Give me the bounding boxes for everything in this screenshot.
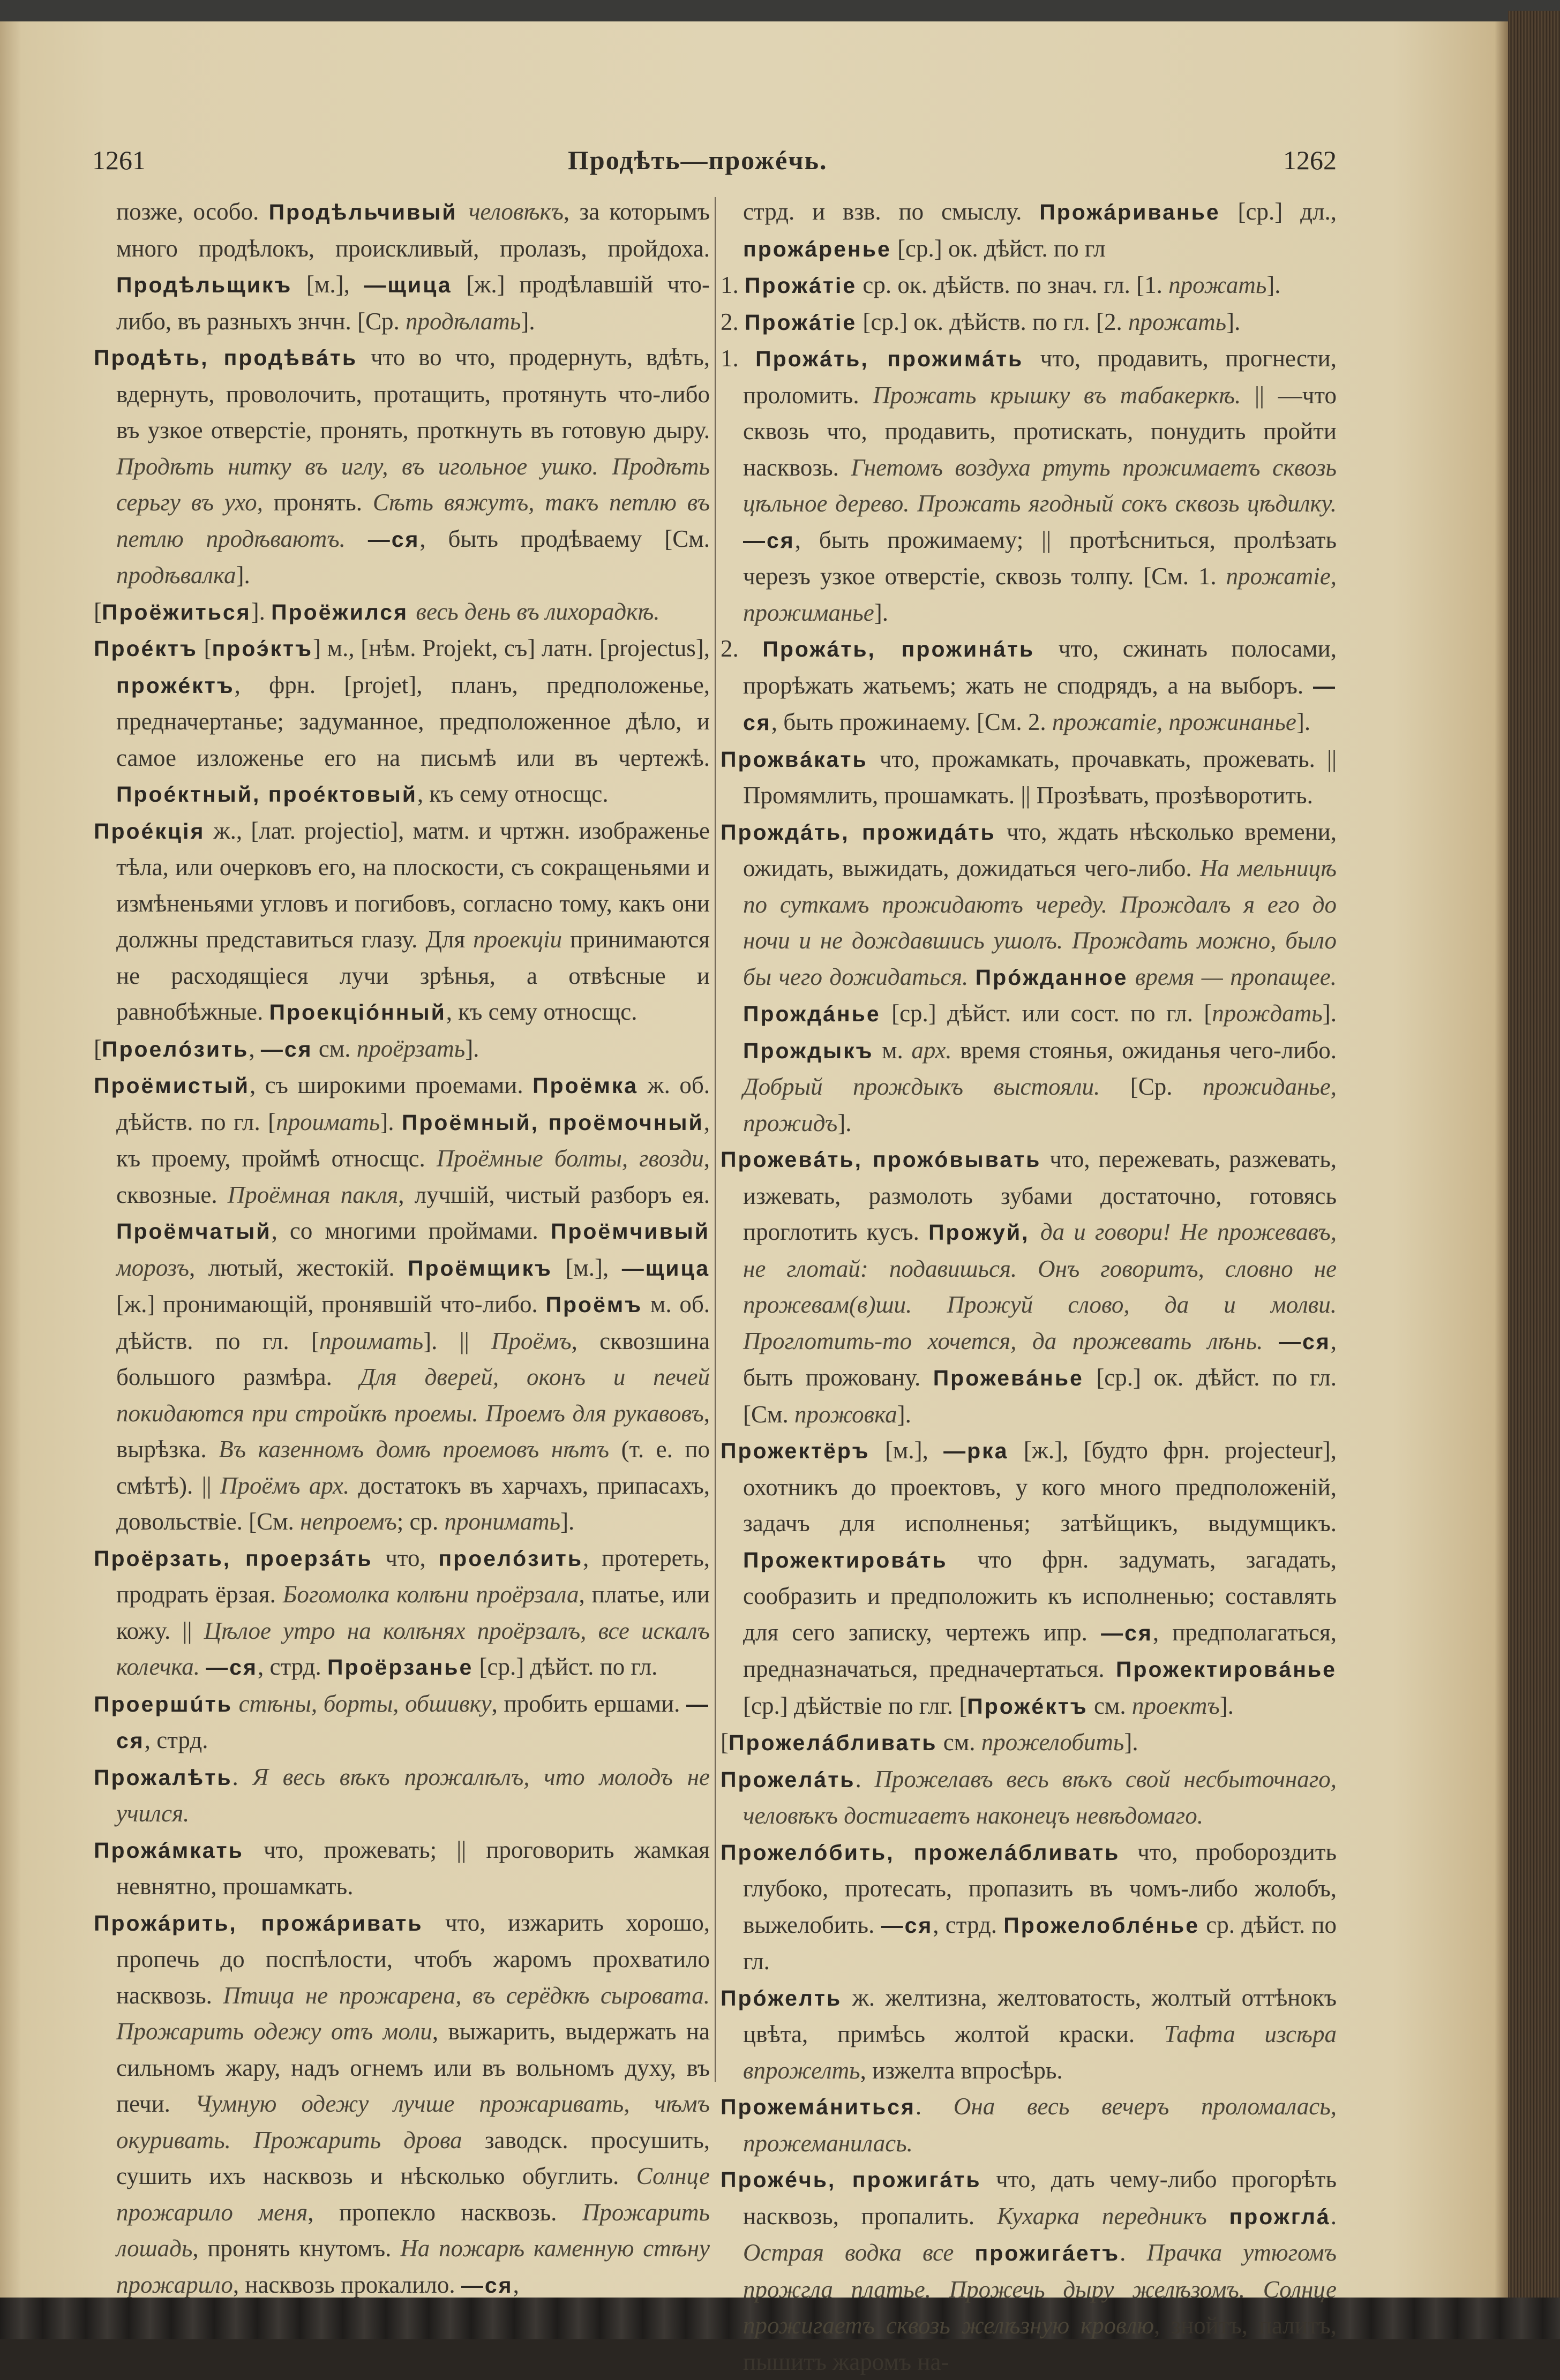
definition-text: , къ сему относщс. bbox=[446, 998, 638, 1025]
definition-text: [ж.], [будто фрн. projecteur], охотникъ до проектовъ, у кого много предположеній, задачъ для исполненья; затѣйщикъ, выдумщикъ. bbox=[743, 1437, 1337, 1537]
headword: —ся bbox=[743, 673, 1337, 735]
headword: прожглá bbox=[1229, 2204, 1331, 2229]
dictionary-entry bbox=[721, 1761, 1337, 1834]
example-text: морозъ bbox=[116, 1254, 189, 1281]
headword: Прожáрить, прожáривать bbox=[94, 1910, 423, 1935]
definition-text: || —что сквозь что, продавить, протискать, понудить пройти насквозь. bbox=[743, 381, 1337, 481]
definition-text: ]. bbox=[874, 599, 888, 626]
definition-text bbox=[1128, 963, 1135, 990]
left-column bbox=[94, 194, 710, 2303]
dictionary-entry bbox=[721, 1980, 1337, 2089]
definition-text: , быть прожимаему; || протѣсниться, пролѣзать черезъ узкое отверстіе, сквозь толпу. [См. 1. bbox=[743, 526, 1337, 590]
dictionary-entry bbox=[721, 267, 1337, 304]
example-text: да и говори! Не прожевавъ, не глотай: подавишься. Онъ говоритъ, словно не прожевам(в)ши. Прожуй слово, да и молви. Проглотить-то хочется, да прожевать лѣнь. bbox=[743, 1218, 1337, 1354]
definition-text: , лучшій, чистый разборъ ея. bbox=[398, 1181, 710, 1208]
dictionary-entry bbox=[721, 2161, 1337, 2380]
dictionary-entry bbox=[94, 1540, 710, 1686]
example-text: Птица не прожарена, въ серёдкѣ сыровата. Прожарить одежу отъ моли bbox=[116, 1982, 710, 2045]
definition-text: ]. bbox=[560, 1508, 575, 1535]
definition-text: ]. bbox=[1322, 1000, 1337, 1027]
headword: —щица bbox=[364, 273, 452, 297]
example-text: прожать bbox=[1168, 272, 1267, 298]
example-text: Проёмъ bbox=[491, 1327, 572, 1354]
definition-text: что во что, продернуть, вдѣть, вдернуть, проволочить, протащить, протянуть что-либо въ узкое отверстіе, пронять, проткнуть въ готовую дыру. bbox=[116, 344, 710, 443]
definition-text: [ bbox=[721, 1729, 729, 1756]
headword: Проелóзить bbox=[102, 1036, 249, 1061]
headword: Прождыкъ bbox=[743, 1038, 874, 1063]
example-text: Острая водка все bbox=[743, 2239, 954, 2266]
example-text: прожелобить bbox=[981, 1729, 1124, 1756]
headword: Прожуй, bbox=[928, 1220, 1040, 1245]
headword: Прожéчь, прожигáть bbox=[721, 2167, 981, 2192]
definition-text bbox=[1207, 2203, 1229, 2230]
book-page-edges bbox=[1508, 11, 1560, 2308]
definition-text: [Ср. bbox=[1100, 1073, 1203, 1100]
headword: Проёмщикъ bbox=[408, 1255, 552, 1281]
headword: Прожевáть, прожóвывать bbox=[721, 1147, 1041, 1172]
example-text: Гнетомъ воздуха ртуть прожимаетъ сквозь цѣльное дерево. Прожать ягодный сокъ сквозь цѣдилку. bbox=[743, 454, 1337, 517]
definition-text: . bbox=[1330, 2202, 1337, 2230]
definition-text: , bbox=[513, 2271, 519, 2298]
headword: —ся bbox=[260, 1036, 313, 1061]
definition-text: , протереть, продрать ёрзая. bbox=[116, 1544, 710, 1608]
definition-text: ж. желтизна, желтоватость, жолтый оттѣнокъ цвѣта, примѣсь жолтой краски. bbox=[743, 1984, 1337, 2047]
example-text: На пожарѣ каменную стѣну прожарило bbox=[116, 2235, 710, 2298]
headword: Прожáть, прожинáть bbox=[762, 637, 1035, 661]
definition-text: , пробить ершами. bbox=[491, 1690, 686, 1717]
definition-text: что, пережевать, разжевать, изжевать, размолоть зубами достаточно, готовясь проглотить кусъ. bbox=[743, 1146, 1337, 1245]
definition-text: [ср.] ок. дѣйст. по гл bbox=[891, 235, 1106, 262]
headword: Проёмъ bbox=[545, 1292, 643, 1317]
headword: —щица bbox=[621, 1255, 710, 1281]
example-text: время — пропащее. bbox=[1135, 963, 1337, 990]
headword: прожéктъ bbox=[116, 673, 235, 698]
example-text: Прожелавъ весь вѣкъ свой несбыточнаго, человѣкъ достигаетъ наконецъ невѣдомаго. bbox=[743, 1765, 1337, 1829]
headword: Проёжиться bbox=[102, 599, 251, 624]
definition-text: ]. bbox=[380, 1108, 402, 1135]
example-text: Прожать крышку въ табакеркѣ. bbox=[873, 381, 1241, 409]
headword: Прожвáкать bbox=[721, 747, 868, 772]
definition-text: ж., [лат. projectio], матм. и чртжн. изображенье тѣла, или очерковъ его, на плоскости, съ сокращеньями и измѣненьями угловъ и погибовъ, согласно тому, какъ они должны представиться глазу. Для bbox=[116, 817, 710, 953]
definition-text: [м.], bbox=[552, 1254, 622, 1281]
headword: Проéктъ bbox=[94, 636, 198, 661]
definition-text: см. bbox=[937, 1729, 981, 1756]
example-text: проектъ bbox=[1131, 1692, 1220, 1719]
definition-text: заводск. просушить, сушить ихъ насквозь и нѣсколько обуглить. bbox=[116, 2126, 710, 2189]
example-text: проимать bbox=[276, 1108, 380, 1135]
dictionary-entry bbox=[721, 304, 1337, 341]
definition-text: [ср.] дл., bbox=[1220, 198, 1337, 225]
example-text: Богомолка колѣни проёрзала bbox=[282, 1581, 579, 1608]
example-text: пронимать bbox=[444, 1508, 561, 1535]
definition-text: ] м., [нѣм. Projekt, съ] латн. [projectus], bbox=[312, 635, 710, 661]
example-text: Добрый прождыкъ выстояли. bbox=[743, 1073, 1100, 1100]
dictionary-entry bbox=[721, 814, 1337, 1142]
example-text: проекціи bbox=[473, 926, 562, 953]
definition-text: , за которымъ много продѣлокъ, проискливый, пролазъ, пройдоха. bbox=[116, 198, 710, 262]
running-head: Продѣть—прожéчь. bbox=[568, 145, 828, 175]
definition-text: [ср.] ок. дѣйств. по гл. [2. bbox=[857, 308, 1128, 335]
definition-text: ]. || bbox=[423, 1327, 492, 1354]
headword: Прожáриванье bbox=[1039, 200, 1220, 224]
headword: Проёрзать, проерзáть bbox=[94, 1546, 373, 1571]
headword: —ся bbox=[116, 1691, 710, 1753]
definition-text: время стоянья, ожиданья чего-либо. bbox=[951, 1036, 1337, 1064]
headword: Прождáть, прожидáть bbox=[721, 819, 996, 845]
column-divider bbox=[715, 197, 716, 2082]
definition-text: [ср.] дѣйст. или сост. по гл. [ bbox=[880, 1000, 1212, 1027]
dictionary-entry bbox=[721, 341, 1337, 631]
headword: Прожáтіе bbox=[745, 273, 857, 298]
definition-text: ж. об. дѣйств. по гл. [ bbox=[116, 1072, 710, 1135]
example-text: На мельницѣ по суткамъ прожидаютъ череду. Прождалъ я его до ночи и не дождавшись ушолъ. Прождать можно, было бы чего дожидаться. bbox=[743, 855, 1337, 990]
definition-text: [м.], bbox=[292, 271, 364, 298]
definition-text: 2. bbox=[721, 308, 745, 335]
definition-text bbox=[346, 525, 368, 552]
headword: Проёрзанье bbox=[327, 1655, 474, 1679]
dictionary-entry bbox=[721, 1141, 1337, 1433]
definition-text: , стрд. bbox=[257, 1653, 327, 1680]
headword: Проекціóнный bbox=[269, 1000, 446, 1025]
example-text: прожатіе, прожиманье bbox=[743, 563, 1337, 626]
headword: Прожáтіе bbox=[745, 310, 857, 335]
definition-text: , сквозшина большого размѣра. bbox=[116, 1327, 710, 1390]
definition-text: [м.], bbox=[869, 1437, 944, 1464]
headword: Проёмчивый bbox=[550, 1219, 710, 1244]
definition-text: , стрд. bbox=[144, 1727, 208, 1753]
example-text: весь день въ лихорадкѣ. bbox=[416, 598, 660, 625]
definition-text: , насквозь прокалило. bbox=[232, 2271, 461, 2298]
definition-text: что, прожамкать, прочавкать, прожевать. || Промямлить, прошамкать. || Прозѣвать, прозѣворотить. bbox=[743, 745, 1337, 809]
example-text: продѣвалка bbox=[116, 562, 236, 589]
definition-text: ]. bbox=[1296, 709, 1311, 735]
example-text: прожовка bbox=[794, 1400, 897, 1428]
definition-text: , лютый, жестокій. bbox=[189, 1254, 408, 1281]
definition-text: , быть прожовану. bbox=[743, 1327, 1337, 1391]
dictionary-entry bbox=[94, 813, 710, 1031]
example-text: Я весь вѣкъ прожалѣлъ, что молодъ не учился. bbox=[116, 1763, 710, 1827]
example-text: Чумную одежу лучше прожаривать, чѣмъ окуривать. Прожарить дрова bbox=[116, 2090, 710, 2153]
definition-text: [ср.] дѣйствіе по глг. [ bbox=[743, 1692, 968, 1719]
definition-text: 2. bbox=[721, 635, 763, 662]
definition-text: см. bbox=[1088, 1692, 1132, 1719]
definition-text: что, ждать нѣсколько времени, ожидать, выжидать, дожидаться чего-либо. bbox=[743, 818, 1337, 882]
headword: Проéктный, проéктовый bbox=[116, 782, 417, 807]
definition-text: что, продавить, прогнести, проломить. bbox=[743, 345, 1337, 409]
definition-text: что, bbox=[372, 1544, 439, 1571]
definition-text: , сквозные. bbox=[116, 1145, 710, 1208]
definition-text: ]. bbox=[1124, 1729, 1138, 1756]
scan-top-border bbox=[0, 0, 1560, 21]
headword: Прожéктъ bbox=[967, 1693, 1088, 1719]
definition-text: , къ проему, проймѣ относщс. bbox=[116, 1108, 710, 1172]
definition-text: , фрн. [projet], планъ, предположенье, предначертанье; задуманное, предположенное дѣло, и самое изложенье его на письмѣ или въ чертежѣ. bbox=[116, 671, 710, 771]
headword: прожигáетъ bbox=[974, 2241, 1120, 2265]
example-text: проимать bbox=[319, 1327, 424, 1354]
dictionary-entry bbox=[94, 340, 710, 594]
headword: —рка bbox=[943, 1438, 1009, 1463]
definition-text: [ bbox=[197, 635, 212, 661]
definition-text: , вырѣзка. bbox=[116, 1399, 710, 1463]
definition-text: ]. bbox=[1226, 308, 1241, 335]
definition-text bbox=[232, 1690, 239, 1717]
dictionary-entry bbox=[94, 194, 710, 340]
dictionary-entry bbox=[721, 1724, 1337, 1761]
headword: Прóжелть bbox=[721, 1985, 842, 2010]
definition-text: [ср.] дѣйст. по гл. bbox=[473, 1653, 658, 1680]
dictionary-entry bbox=[721, 2089, 1337, 2161]
headword: Проёмистый bbox=[94, 1073, 250, 1098]
definition-text: , bbox=[249, 1035, 261, 1062]
headword: Проёмчатый bbox=[116, 1219, 272, 1244]
example-text: Для дверей, оконъ и печей покидаются при стройкѣ проемы. Проемъ для рукавовъ bbox=[116, 1364, 710, 1427]
headword: Проéкція bbox=[94, 818, 205, 843]
definition-text: что, сжинать полосами, прорѣжать жатьемъ; жать не сподрядъ, а на выборъ. bbox=[743, 635, 1337, 699]
headword: проелóзить bbox=[438, 1546, 583, 1571]
dictionary-entry bbox=[94, 1832, 710, 1905]
definition-text: [ср.] ок. дѣйст. по гл. [См. bbox=[743, 1364, 1337, 1428]
definition-text: . bbox=[1120, 2239, 1147, 2266]
definition-text: ; ср. bbox=[396, 1508, 445, 1535]
dictionary-entry bbox=[94, 1686, 710, 1759]
headword: Прожелáбливать bbox=[729, 1730, 938, 1755]
definition-text: , изжелта впросѣрь. bbox=[860, 2057, 1063, 2084]
headword: Прожалѣть bbox=[94, 1765, 232, 1790]
definition-text: принимаются не расходящіеся лучи зрѣнья, а отвѣсные и равнобѣжные. bbox=[116, 926, 710, 1025]
definition-text: , со многими проймами. bbox=[271, 1217, 551, 1244]
headword: Продѣльщикъ bbox=[116, 273, 292, 297]
definition-text: , пропекло насквозь. bbox=[308, 2198, 582, 2226]
dictionary-entry bbox=[94, 1031, 710, 1068]
example-text: стѣны, борты, обшивку bbox=[238, 1690, 492, 1717]
example-text: продѣлать bbox=[406, 307, 521, 335]
definition-text: , съ широкими проемами. bbox=[250, 1072, 533, 1098]
definition-text bbox=[200, 1653, 206, 1680]
example-text: прождать bbox=[1212, 1000, 1323, 1027]
headword: Прожáть, прожимáть bbox=[755, 347, 1024, 371]
definition-text: , пронять кнутомъ. bbox=[192, 2235, 401, 2262]
definition-text: что, изжарить хорошо, пропечь до поспѣлости, чтобъ жаромъ прохватило насквозь. bbox=[116, 1909, 710, 2009]
example-text: Кухарка передникъ bbox=[996, 2202, 1207, 2230]
definition-text: , быть продѣваему [См. bbox=[419, 525, 710, 552]
dictionary-entry bbox=[94, 1759, 710, 1832]
example-text: прожать bbox=[1128, 308, 1227, 335]
definition-text: ]. bbox=[1219, 1692, 1234, 1719]
definition-text: , платье, или кожу. || bbox=[116, 1581, 710, 1644]
headword: —ся bbox=[368, 526, 420, 552]
headword: Прóжданное bbox=[975, 965, 1128, 990]
headword: прожáренье bbox=[743, 236, 891, 261]
definition-text: ср. дѣйст. по гл. bbox=[743, 1911, 1337, 1975]
definition-text: позже, особо. bbox=[116, 198, 269, 225]
headword: Продѣть, продѣвáть bbox=[94, 345, 358, 370]
dictionary-entry bbox=[721, 1834, 1337, 1980]
definition-text: [ bbox=[94, 1035, 102, 1062]
definition-text: ]. bbox=[521, 307, 535, 335]
example-text: человѣкъ bbox=[468, 198, 564, 225]
example-text: прожатіе, прожинанье bbox=[1052, 709, 1296, 735]
definition-text: см. bbox=[312, 1035, 357, 1062]
headword: Прожектировáнье bbox=[1115, 1657, 1337, 1682]
dictionary-entry bbox=[94, 630, 710, 813]
headword: Прожемáниться bbox=[721, 2095, 916, 2119]
headword: —ся bbox=[881, 1912, 933, 1938]
example-text: Въ казенномъ домѣ проемовъ нѣтъ bbox=[219, 1436, 610, 1463]
right-column bbox=[721, 194, 1337, 2380]
example-text: прожиданье, прожидъ bbox=[743, 1073, 1337, 1136]
definition-text: [ж.] пронимающій, пронявшій что-либо. bbox=[116, 1291, 546, 1317]
definition-text: что фрн. задумать, загадать, сообразить и предположить къ исполненью; составлять для сего записку, чертежъ ипр. bbox=[743, 1546, 1337, 1646]
headword: Проёмка bbox=[532, 1073, 639, 1098]
headword: Прожектёръ bbox=[721, 1438, 870, 1463]
definition-text bbox=[968, 963, 975, 990]
example-text: Солнце прожарило меня bbox=[116, 2163, 710, 2226]
headword: Продѣльчивый bbox=[268, 200, 469, 224]
definition-text: [ж.] продѣлавшій что-либо, въ разныхъ знчн. [Ср. bbox=[116, 271, 710, 335]
definition-text: 1. bbox=[721, 345, 756, 372]
definition-text: ]. bbox=[897, 1400, 911, 1428]
headword: проэ́ктъ bbox=[212, 636, 313, 661]
page-number-right: 1262 bbox=[1283, 145, 1337, 175]
example-text: Тафта изсѣра впрожелть bbox=[743, 2021, 1337, 2084]
headword: —ся bbox=[206, 1655, 258, 1679]
example-text: Прожарить лошадь bbox=[116, 2198, 710, 2262]
definition-text: , къ сему относщс. bbox=[417, 780, 609, 807]
headword: Проёмный, проёмочный bbox=[401, 1110, 704, 1135]
headword: Прожáмкать bbox=[94, 1837, 244, 1863]
headword: Прожелоблéнье bbox=[1003, 1912, 1200, 1938]
definition-text: . bbox=[915, 2093, 954, 2120]
definition-text: ]. bbox=[465, 1035, 479, 1062]
page-number-left: 1261 bbox=[92, 145, 146, 175]
definition-text: пронять. bbox=[262, 489, 373, 516]
definition-text: , предполагаться, предназначаться, предначертаться. bbox=[743, 1618, 1337, 1682]
dictionary-entry bbox=[94, 594, 710, 631]
example-text: арх. bbox=[911, 1036, 952, 1064]
dictionary-entry bbox=[721, 631, 1337, 741]
headword: Проершúть bbox=[94, 1691, 232, 1716]
example-text: Сѣть вяжутъ, такъ петлю въ петлю продѣваютъ. bbox=[116, 489, 710, 552]
definition-text bbox=[1263, 1328, 1279, 1354]
example-text: непроемъ bbox=[300, 1508, 397, 1535]
definition-text: , быть прожинаему. [См. 2. bbox=[771, 709, 1052, 735]
definition-text: (т. е. по смѣтѣ). || bbox=[116, 1436, 710, 1499]
definition-text: что, прожевать; || проговорить жамкая невнятно, прошамкать. bbox=[116, 1836, 710, 1900]
definition-text: ср. ок. дѣйств. по знач. гл. [1. bbox=[857, 272, 1169, 298]
dictionary-entry bbox=[721, 741, 1337, 814]
definition-text: , выжарить, выдержать на сильномъ жару, надъ огнемъ или въ вольномъ духу, въ печи. bbox=[116, 2018, 710, 2117]
definition-text: ]. bbox=[236, 562, 250, 589]
definition-text: что, пробороздить глубоко, протесать, пропазить въ чомъ-либо жолобъ, выжелобить. bbox=[743, 1838, 1337, 1938]
example-text: Проёмная пакля bbox=[227, 1181, 399, 1208]
definition-text: что, дать чему-либо прогорѣть насквозь, пропалить. bbox=[743, 2166, 1337, 2230]
example-text: Она весь вечеръ проломалась, прожеманилась. bbox=[743, 2093, 1337, 2157]
example-text: Проёмные болты, гвозди bbox=[436, 1145, 704, 1172]
headword: Проёжился bbox=[271, 599, 416, 624]
headword: Прожектировáть bbox=[743, 1547, 948, 1572]
definition-text bbox=[954, 2239, 974, 2266]
definition-text: м. об. дѣйств. по гл. [ bbox=[116, 1291, 710, 1354]
definition-text: , знойтъ, палитъ, пышитъ жаромъ на- bbox=[743, 2312, 1337, 2375]
definition-text: ]. bbox=[837, 1109, 852, 1136]
definition-text: , стрд. bbox=[933, 1911, 1004, 1938]
dictionary-entry bbox=[721, 1433, 1337, 1724]
dictionary-entry bbox=[94, 1067, 710, 1540]
headword: Прожелóбить, прожелáбливать bbox=[721, 1840, 1120, 1865]
definition-text: 1. bbox=[721, 272, 745, 298]
headword: —ся bbox=[1101, 1620, 1153, 1645]
definition-text: . bbox=[232, 1763, 253, 1790]
headword: —ся bbox=[1279, 1329, 1331, 1354]
headword: —ся bbox=[743, 528, 795, 553]
definition-text: достатокъ въ харчахъ, припасахъ, довольствіе. [См. bbox=[116, 1472, 710, 1535]
example-text: Проёмъ арх. bbox=[220, 1472, 350, 1499]
definition-text: . bbox=[855, 1765, 875, 1792]
example-text: Цѣлое утро на колѣнях проёрзалъ, все искалъ колечка. bbox=[116, 1617, 710, 1680]
example-text: Продѣть нитку въ иглу, въ игольное ушко. Продѣть серьгу въ ухо, bbox=[116, 453, 710, 516]
definition-text: ]. bbox=[1266, 272, 1281, 298]
headword: Прождáнье bbox=[743, 1001, 881, 1026]
definition-text: ]. bbox=[251, 598, 272, 625]
headword: Прожелáть bbox=[721, 1767, 856, 1792]
definition-text: [ bbox=[94, 598, 102, 625]
example-text: Прачка утюгомъ прожгла платье. Прожечь дыру желѣзомъ. Солнце прожигаетъ сквозь желѣзную кровлю bbox=[743, 2239, 1337, 2339]
dictionary-entry bbox=[94, 1905, 710, 2304]
definition-text: стрд. и взв. по смыслу. bbox=[743, 198, 1040, 225]
dictionary-entry bbox=[721, 194, 1337, 267]
headword: Прожевáнье bbox=[933, 1366, 1084, 1390]
example-text: проёрзать bbox=[356, 1035, 466, 1062]
headword: —ся bbox=[461, 2272, 513, 2298]
definition-text: м. bbox=[873, 1036, 912, 1064]
